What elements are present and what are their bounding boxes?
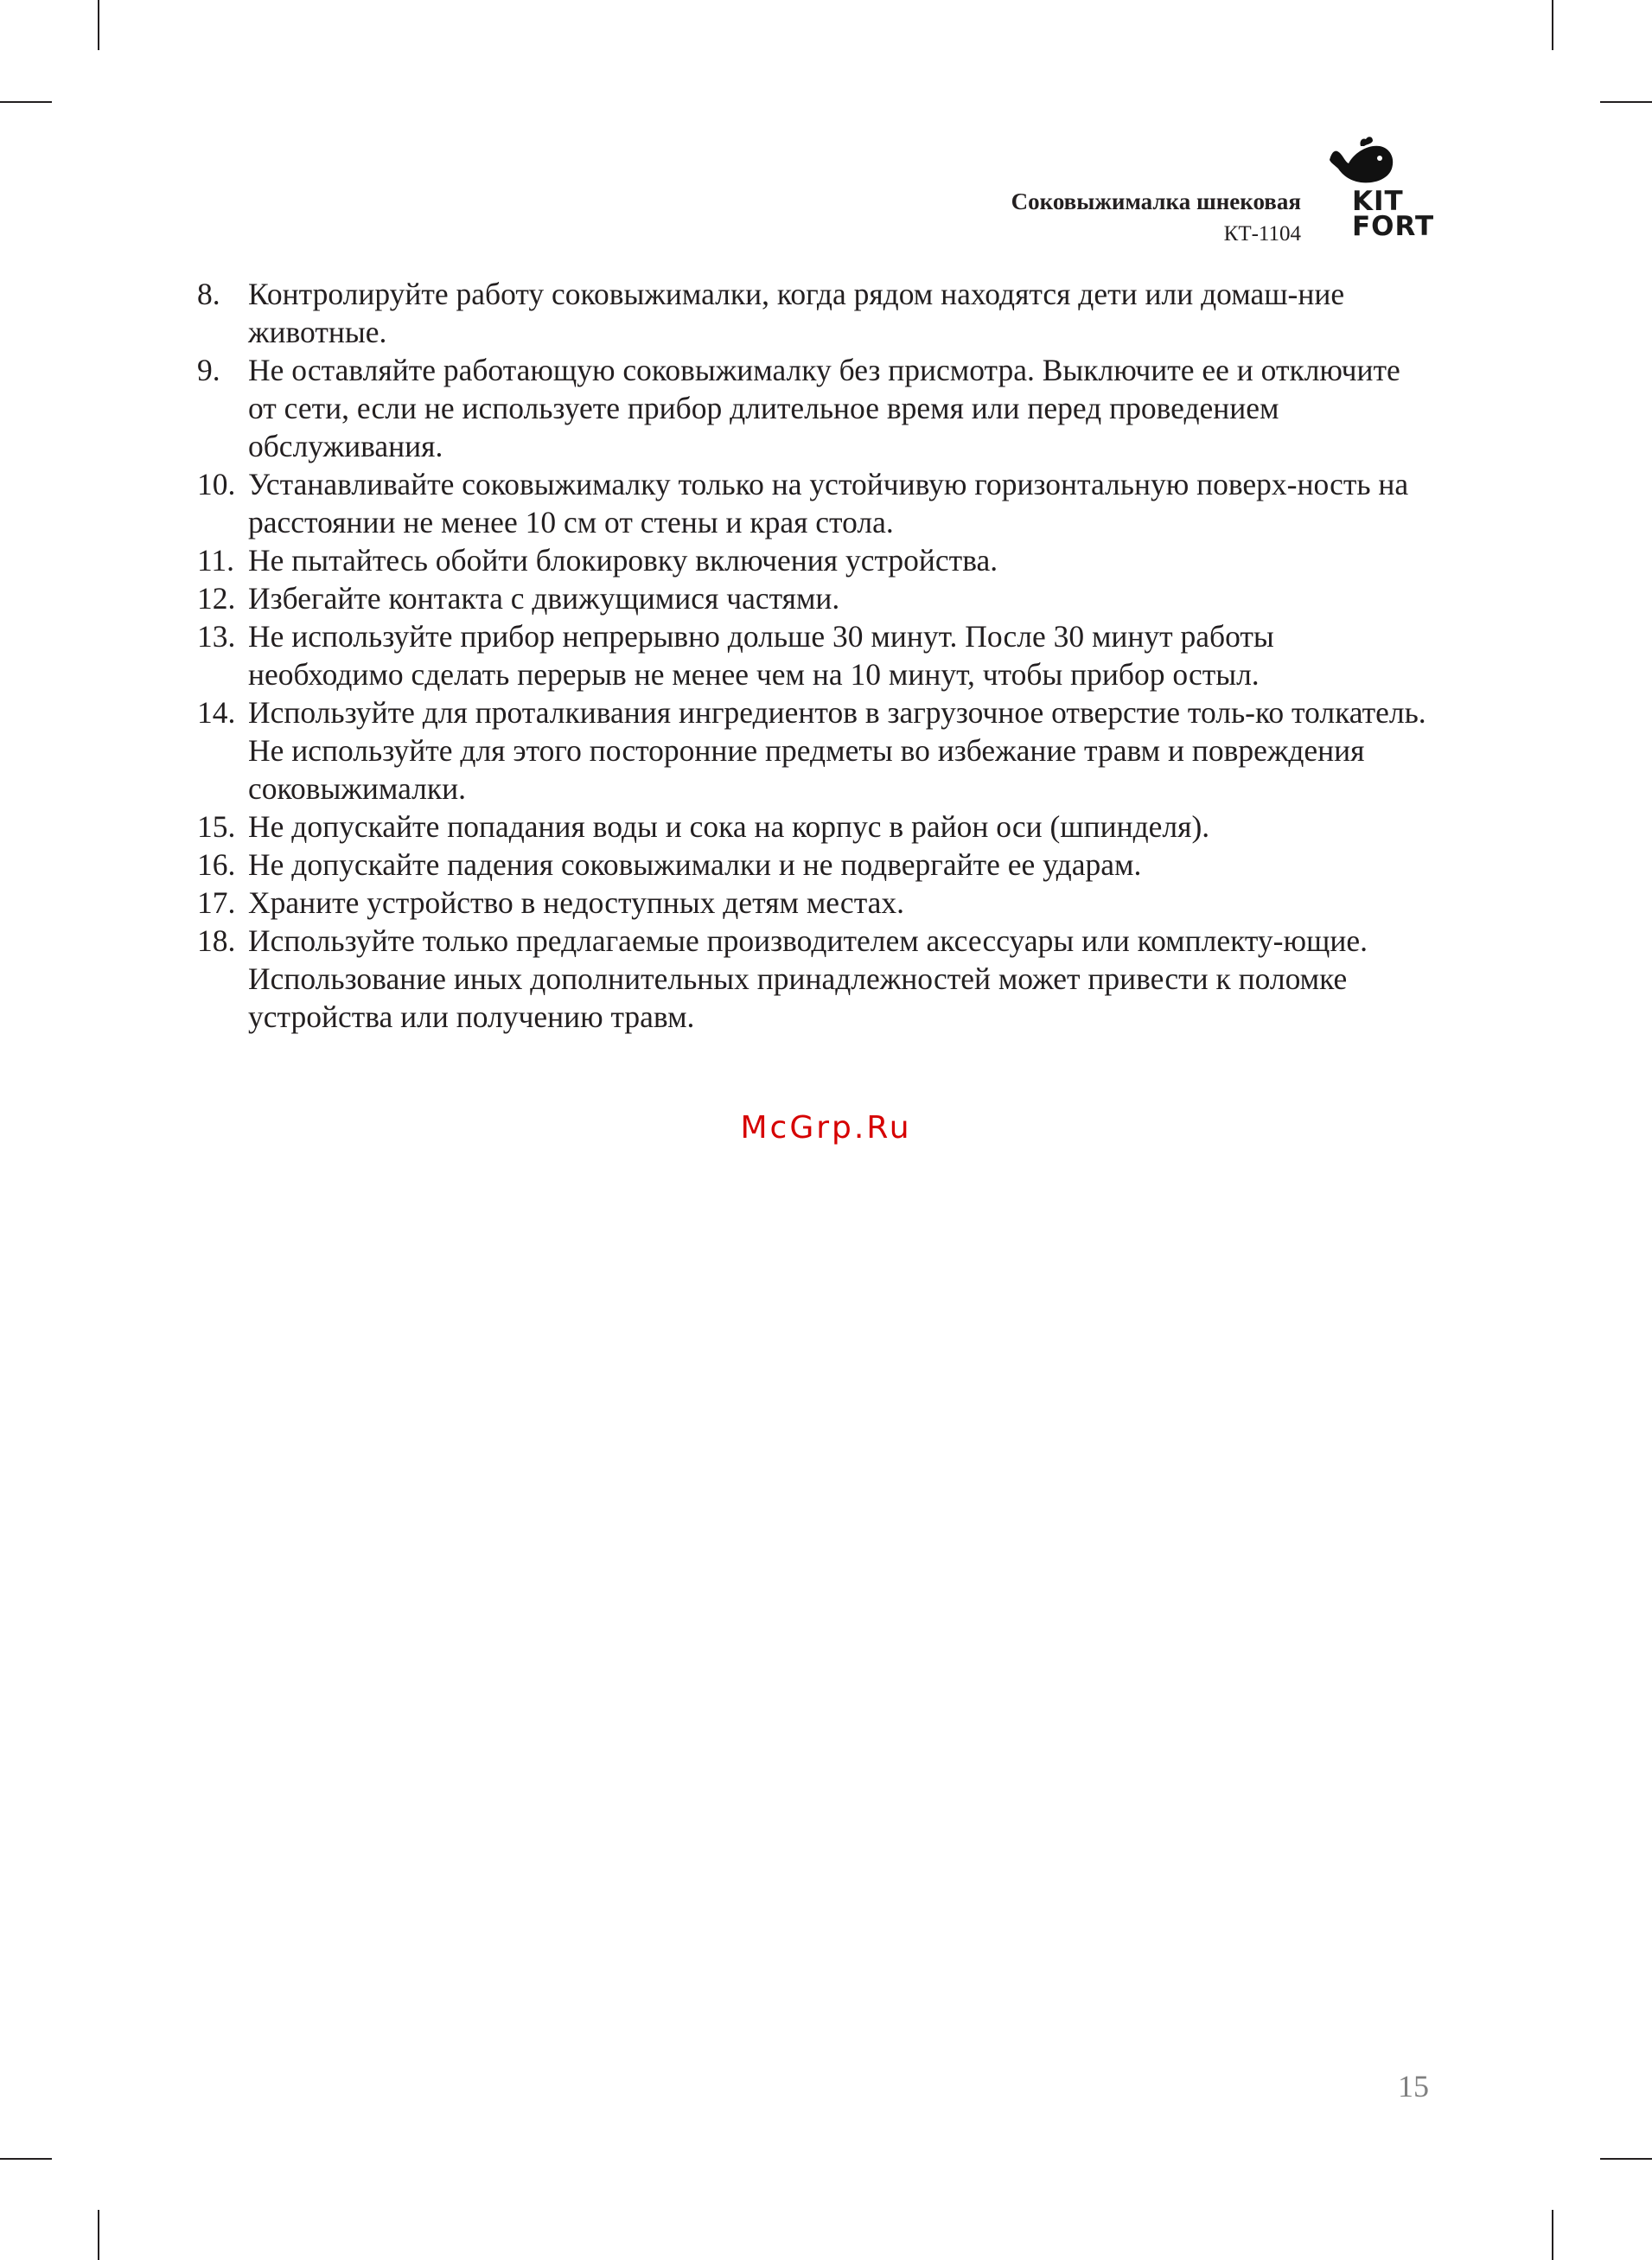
product-model: КТ-1104 — [1223, 222, 1301, 246]
list-item — [197, 351, 1435, 465]
item-text: Не оставляйте работающую соковыжималку без присмотра. Выключите ее и отключите от сети, если не используете прибор длительное время или перед проведением обслуживания. — [248, 353, 1400, 463]
item-number: 10. — [197, 467, 236, 501]
item-text: Избегайте контакта с движущимися частями. — [248, 581, 840, 616]
crop-mark — [98, 0, 99, 50]
item-text: Используйте только предлагаемые производителем аксессуары или комплекту-ющие. Использование иных дополнительных принадлежностей может привести к поломке устройства или получению травм. — [248, 923, 1368, 1034]
item-text: Не используйте прибор непрерывно дольше 30 минут. После 30 минут работы необходимо сделать перерыв не менее чем на 10 минут, чтобы прибор остыл. — [248, 619, 1274, 692]
item-text: Устанавливайте соковыжималку только на устойчивую горизонтальную поверх-ность на расстоянии не менее 10 см от стены и края стола. — [248, 467, 1409, 539]
page-number: 15 — [1398, 2069, 1429, 2104]
item-number: 15. — [197, 809, 236, 844]
item-number: 13. — [197, 619, 236, 654]
list-item — [197, 808, 1435, 846]
brand-logo-line1: KIT — [1352, 186, 1404, 217]
whale-icon — [1323, 134, 1400, 186]
list-item — [197, 579, 1435, 617]
safety-rules-list — [197, 275, 1435, 1036]
item-text: Не допускайте падения соковыжималки и не подвергайте ее ударам. — [248, 847, 1142, 882]
item-number: 8. — [197, 277, 220, 311]
brand-logo-line2: FORT — [1352, 211, 1435, 242]
item-number: 9. — [197, 353, 220, 387]
list-item — [197, 465, 1435, 541]
item-text: Не допускайте попадания воды и сока на корпус в район оси (шпинделя). — [248, 809, 1210, 844]
crop-mark — [98, 2210, 99, 2260]
product-title: Соковыжималка шнековая — [1011, 188, 1301, 214]
list-item — [197, 275, 1435, 351]
item-number: 16. — [197, 847, 236, 882]
item-text: Не пытайтесь обойти блокировку включения устройства. — [248, 543, 998, 578]
item-number: 18. — [197, 923, 236, 958]
list-item — [197, 884, 1435, 922]
watermark: McGrp.Ru — [740, 1110, 912, 1146]
document-header — [1011, 184, 1301, 250]
list-item — [197, 693, 1435, 808]
crop-mark — [1552, 2210, 1553, 2260]
crop-mark — [1600, 2158, 1652, 2160]
crop-mark — [0, 101, 52, 103]
list-item — [197, 541, 1435, 579]
item-number: 14. — [197, 695, 236, 730]
item-text: Контролируйте работу соковыжималки, когда рядом находятся дети или домаш-ние животные. — [248, 277, 1345, 349]
item-number: 11. — [197, 543, 235, 578]
item-text: Используйте для проталкивания ингредиентов в загрузочное отверстие толь-ко толкатель. Не используйте для этого посторонние предметы во избежание травм и повреждения соковыжималки. — [248, 695, 1426, 806]
item-number: 12. — [197, 581, 236, 616]
list-item — [197, 617, 1435, 693]
crop-mark — [1600, 101, 1652, 103]
item-number: 17. — [197, 885, 236, 920]
list-item — [197, 846, 1435, 884]
brand-logo — [1323, 134, 1435, 242]
list-item — [197, 922, 1435, 1036]
item-text: Храните устройство в недоступных детям местах. — [248, 885, 905, 920]
crop-mark — [0, 2158, 52, 2160]
crop-mark — [1552, 0, 1553, 50]
brand-logo-text — [1352, 186, 1435, 242]
